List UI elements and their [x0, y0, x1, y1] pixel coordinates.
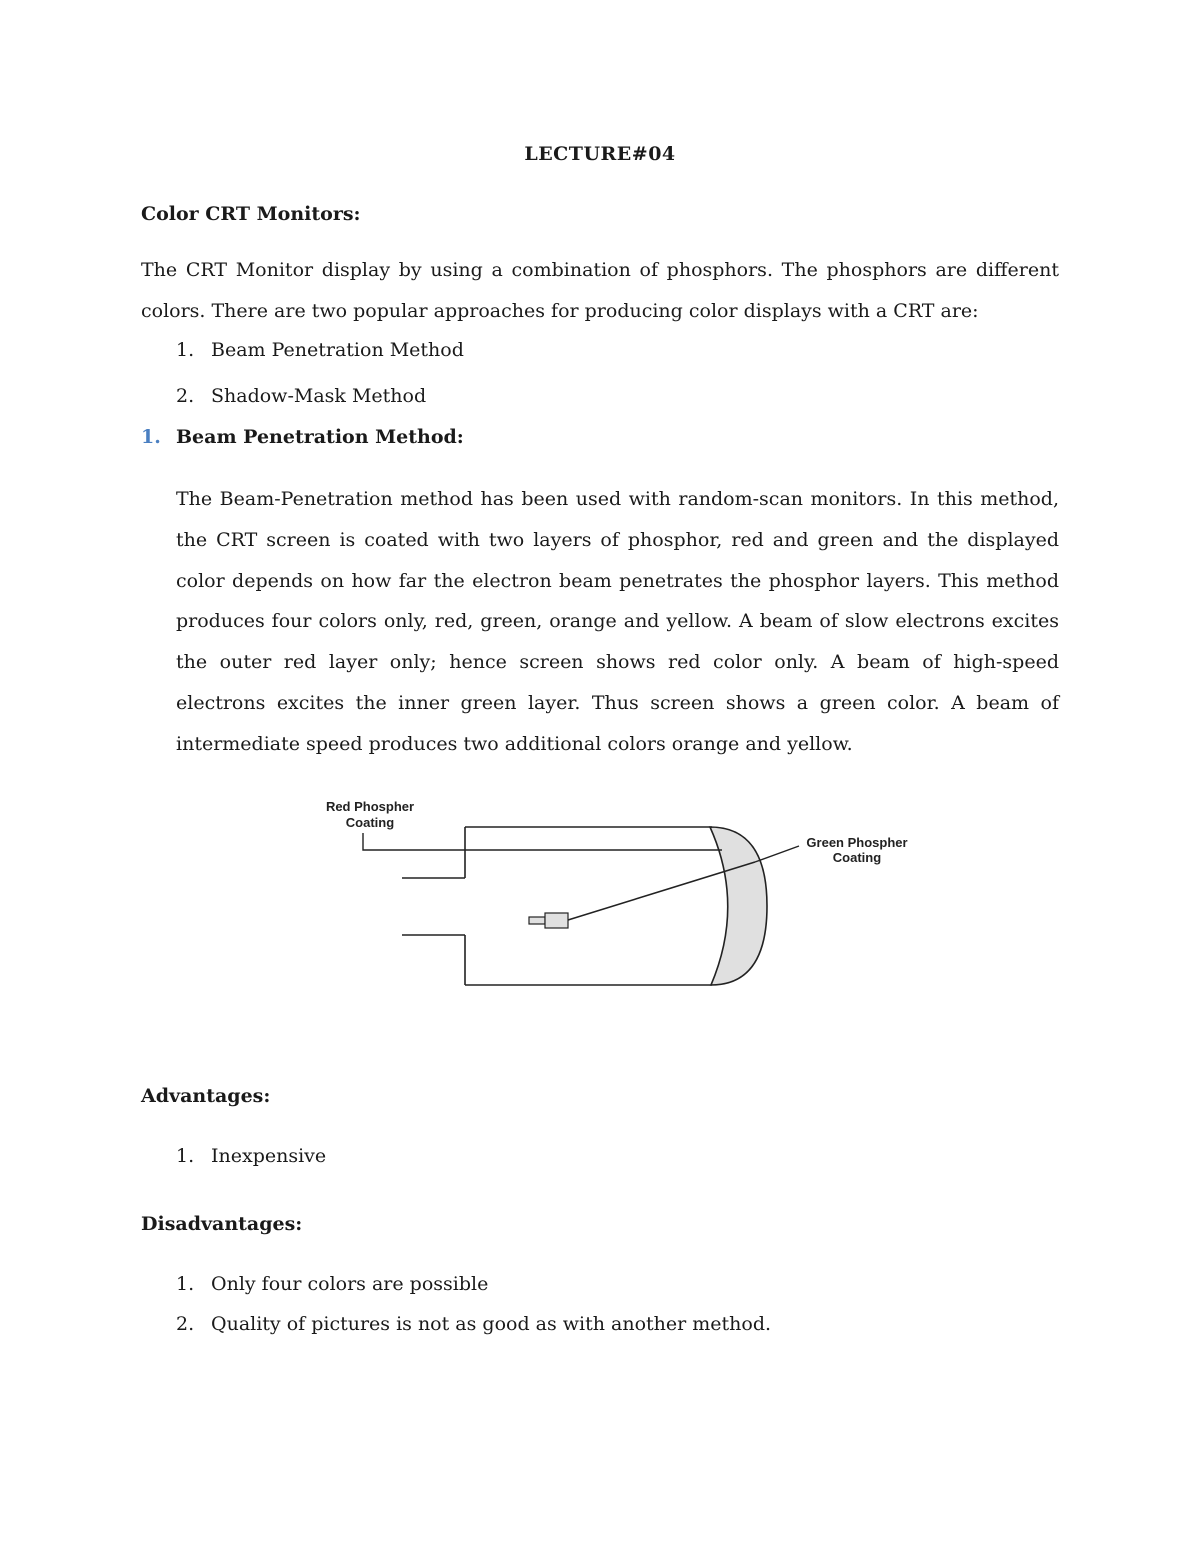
red-phosphor-label-line1: Red Phospher: [325, 799, 415, 814]
crt-diagram: [315, 795, 920, 995]
section-heading-color-crt: Color CRT Monitors:: [141, 203, 361, 225]
list-number: 2.: [176, 385, 195, 407]
list-item: [176, 1313, 771, 1335]
red-coating-leader-line: [363, 833, 722, 850]
green-phosphor-label-line2: Coating: [832, 850, 882, 865]
page-title: LECTURE#04: [524, 143, 676, 165]
red-phosphor-label-line2: Coating: [345, 815, 395, 830]
list-item-label: Shadow-Mask Method: [211, 385, 427, 407]
advantages-heading: Advantages:: [141, 1085, 271, 1107]
green-phosphor-label-line1: Green Phospher: [806, 835, 908, 850]
list-number: 1.: [176, 1145, 195, 1167]
intro-paragraph: The CRT Monitor display by using a combination of phosphors. The phosphors are different colors. There are two popular approaches for producing color displays with a CRT are:: [141, 259, 1059, 322]
list-item-label: Inexpensive: [211, 1145, 327, 1167]
phosphor-coating-shape: [710, 827, 767, 985]
disadvantages-heading: Disadvantages:: [141, 1213, 303, 1235]
electron-gun-body: [545, 913, 568, 928]
crt-tube-outline: [402, 827, 712, 985]
list-number: 1.: [176, 1273, 195, 1295]
list-number: 2.: [176, 1313, 195, 1335]
list-item: [176, 339, 464, 361]
beam-penetration-paragraph: The Beam-Penetration method has been used with random-scan monitors. In this method, the CRT screen is coated with two layers of phosphor, red and green and the displayed color depends on how far the electron beam penetrates the phosphor layers. This method produces four colors only, red, green, orange and yellow. A beam of slow electrons excites the outer red layer only; hence screen shows red color only. A beam of high-speed electrons excites the inner green layer. Thus screen shows a green color. A beam of intermediate speed produces two additional colors orange and yellow.: [176, 488, 1059, 755]
beam-penetration-heading: [141, 426, 464, 448]
list-item-label: Only four colors are possible: [211, 1273, 489, 1295]
section-number: 1.: [141, 426, 161, 448]
list-item: [176, 1145, 326, 1167]
list-item-label: Quality of pictures is not as good as with another method.: [211, 1313, 772, 1335]
list-number: 1.: [176, 339, 195, 361]
list-item: [176, 385, 426, 407]
electron-gun-nozzle: [529, 917, 545, 924]
list-item-label: Beam Penetration Method: [211, 339, 464, 361]
list-item: [176, 1273, 488, 1295]
green-coating-leader-line: [755, 846, 799, 862]
section-heading-label: Beam Penetration Method:: [176, 426, 464, 448]
